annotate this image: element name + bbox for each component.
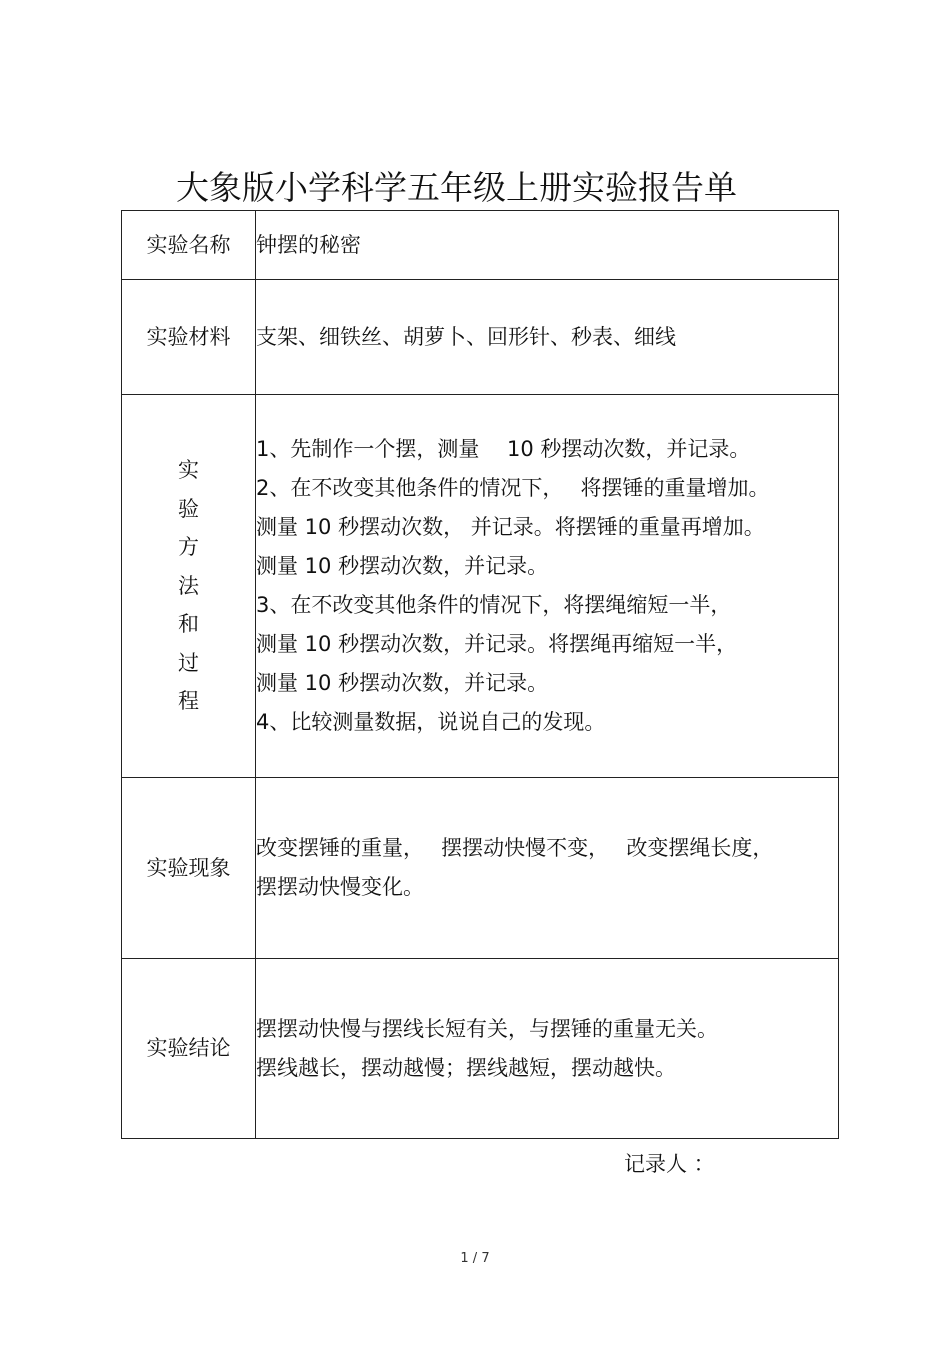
method-label-vertical bbox=[122, 451, 255, 721]
page-number: 1 / 7 bbox=[460, 1251, 490, 1266]
table-row-materials bbox=[122, 280, 839, 395]
method-line: 测量 10 秒摆动次数，并记录。将摆绳再缩短一半， bbox=[256, 632, 738, 656]
materials-value: 支架、细铁丝、胡萝卜、回形针、秒表、细线 bbox=[256, 280, 839, 395]
method-line: 2、在不改变其他条件的情况下， 将摆锤的重量增加。 bbox=[256, 476, 770, 500]
method-label-char: 方 bbox=[178, 535, 199, 560]
conclusion-value bbox=[256, 959, 839, 1139]
name-value: 钟摆的秘密 bbox=[256, 211, 839, 280]
method-label bbox=[122, 395, 256, 778]
method-label-char: 和 bbox=[178, 612, 199, 637]
method-value bbox=[256, 395, 839, 778]
name-label: 实验名称 bbox=[122, 211, 256, 280]
table-row-phenomenon bbox=[122, 778, 839, 959]
method-label-char: 实 bbox=[178, 458, 199, 483]
table-row-conclusion bbox=[122, 959, 839, 1139]
method-line: 测量 10 秒摆动次数，并记录。 bbox=[256, 671, 549, 695]
conclusion-label: 实验结论 bbox=[122, 959, 256, 1139]
page-title: 大象版小学科学五年级上册实验报告单 bbox=[176, 168, 737, 207]
method-label-char: 验 bbox=[178, 496, 199, 521]
table-row-method bbox=[122, 395, 839, 778]
method-label-char: 法 bbox=[178, 573, 199, 598]
method-line: 4、比较测量数据，说说自己的发现。 bbox=[256, 710, 606, 734]
phenomenon-line: 摆摆动快慢变化。 bbox=[256, 875, 424, 899]
method-line: 1、先制作一个摆，测量 10 秒摆动次数，并记录。 bbox=[256, 437, 751, 461]
report-table bbox=[121, 210, 839, 1139]
conclusion-line: 摆线越长，摆动越慢；摆线越短，摆动越快。 bbox=[256, 1055, 676, 1080]
method-label-char: 过 bbox=[178, 650, 199, 675]
table-row-name bbox=[122, 211, 839, 280]
method-label-char: 程 bbox=[178, 689, 199, 714]
method-line: 3、在不改变其他条件的情况下，将摆绳缩短一半， bbox=[256, 593, 732, 617]
method-line: 测量 10 秒摆动次数，并记录。 bbox=[256, 554, 549, 578]
recorder-label: 记录人 ： bbox=[624, 1152, 715, 1176]
phenomenon-value bbox=[256, 778, 839, 959]
materials-label: 实验材料 bbox=[122, 280, 256, 395]
conclusion-line: 摆摆动快慢与摆线长短有关，与摆锤的重量无关。 bbox=[256, 1016, 718, 1041]
phenomenon-label: 实验现象 bbox=[122, 778, 256, 959]
method-line: 测量 10 秒摆动次数， 并记录。将摆锤的重量再增加。 bbox=[256, 515, 765, 539]
phenomenon-line: 改变摆锤的重量， 摆摆动快慢不变， 改变摆绳长度， bbox=[256, 836, 774, 860]
